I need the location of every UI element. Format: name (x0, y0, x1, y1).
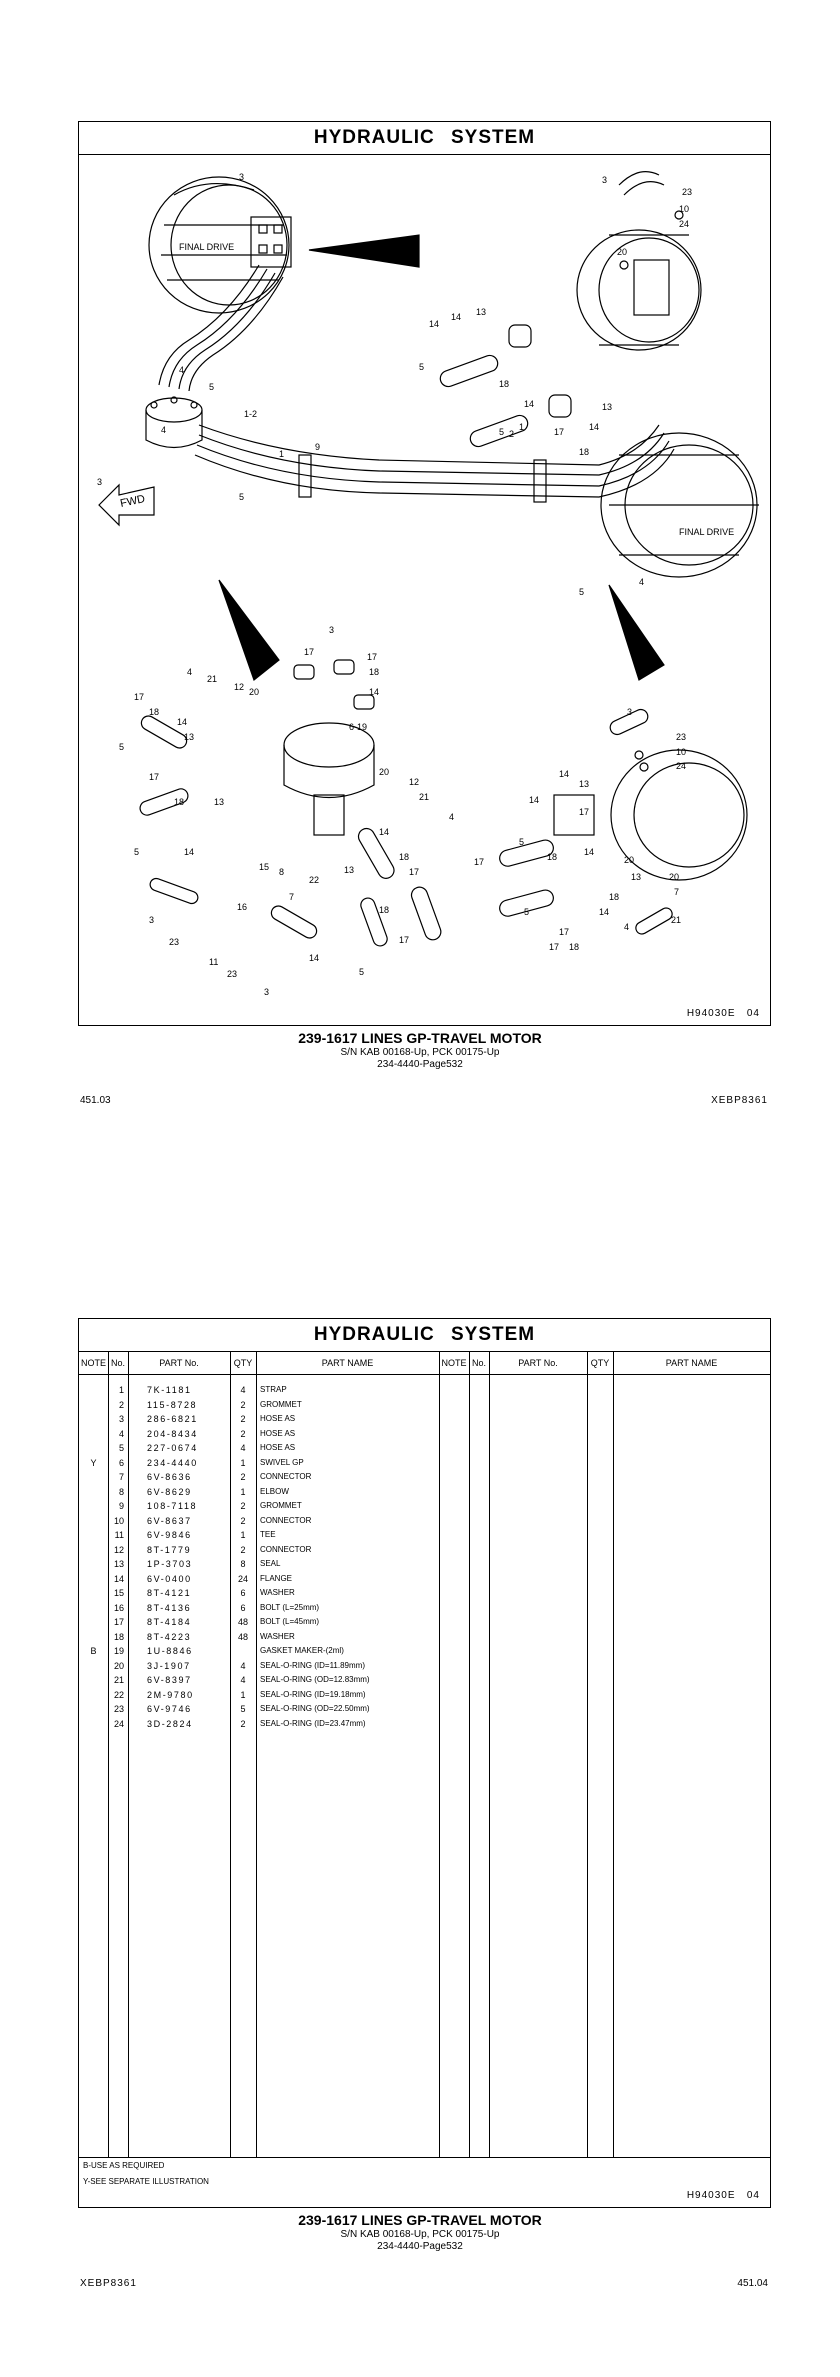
svg-text:14: 14 (309, 953, 320, 963)
part-name-cell: TEE (260, 1530, 276, 1539)
svg-text:14: 14 (369, 687, 380, 697)
part-number-cell: 8T-4121 (147, 1588, 192, 1598)
svg-text:17: 17 (367, 652, 378, 662)
part-number-cell: 8T-4136 (147, 1602, 192, 1613)
svg-text:5: 5 (209, 382, 215, 392)
part-number-cell: 8T-4184 (147, 1617, 192, 1627)
svg-text:7: 7 (289, 892, 295, 902)
svg-text:5: 5 (359, 967, 365, 977)
svg-text:17: 17 (549, 942, 560, 952)
part-name-cell: SEAL-O-RING (ID=19.18mm) (260, 1689, 366, 1699)
quantity-cell: 2 (240, 1414, 246, 1424)
item-number-cell: 4 (118, 1428, 124, 1439)
svg-text:14: 14 (529, 795, 540, 805)
item-number-cell: 10 (113, 1515, 124, 1526)
item-number-cell: 11 (114, 1530, 124, 1540)
svg-text:5: 5 (499, 427, 505, 437)
hoses-upper-right (438, 172, 683, 449)
quantity-cell: 2 (240, 1399, 246, 1410)
page1-number-right: XEBP8361 (711, 1095, 768, 1106)
part-name-cell: HOSE AS (260, 1443, 296, 1452)
part-name-cell: FLANGE (260, 1573, 293, 1583)
svg-text:6-19: 6-19 (349, 722, 368, 732)
item-number-cell: 17 (113, 1617, 124, 1627)
svg-text:14: 14 (584, 847, 595, 857)
quantity-cell: 2 (240, 1501, 246, 1511)
page1-caption (0, 1030, 840, 1071)
part-number-cell: 6V-8397 (147, 1675, 192, 1685)
part-number-cell: 6V-8629 (147, 1486, 192, 1497)
part-name-cell: GASKET MAKER-(2ml) (260, 1646, 344, 1655)
table-row (79, 1702, 439, 1717)
item-number-cell: 6 (118, 1457, 124, 1468)
svg-text:15: 15 (259, 862, 270, 872)
part-number-cell: 6V-8636 (147, 1472, 192, 1482)
table-row (79, 1398, 439, 1413)
svg-text:17: 17 (554, 427, 565, 437)
svg-text:7: 7 (674, 887, 680, 897)
svg-text:23: 23 (169, 937, 180, 947)
quantity-cell: 4 (240, 1385, 246, 1395)
svg-text:2: 2 (509, 429, 515, 439)
table-row (79, 1615, 439, 1630)
part-name-cell: SEAL-O-RING (ID=23.47mm) (260, 1718, 366, 1728)
part-name-cell: CONNECTOR (260, 1544, 312, 1554)
quantity-cell: 2 (240, 1718, 246, 1729)
part-name-cell: HOSE AS (260, 1428, 296, 1438)
page2-number-left: XEBP8361 (80, 2278, 137, 2289)
quantity-cell: 4 (240, 1675, 246, 1685)
svg-text:3: 3 (239, 172, 245, 182)
svg-text:4: 4 (624, 922, 630, 932)
item-number-cell: 8 (118, 1486, 124, 1497)
svg-text:3: 3 (627, 707, 633, 717)
svg-text:3: 3 (264, 987, 270, 997)
svg-text:1-2: 1-2 (244, 409, 258, 419)
svg-text:12: 12 (234, 682, 245, 692)
svg-text:3: 3 (602, 175, 608, 185)
svg-text:3: 3 (149, 915, 155, 925)
part-number-cell: 286-6821 (147, 1414, 198, 1424)
item-number-cell: 14 (113, 1573, 124, 1584)
svg-text:5: 5 (524, 907, 530, 917)
svg-text:21: 21 (207, 674, 218, 684)
parts-page-title: HYDRAULIC SYSTEM (79, 1319, 770, 1352)
final-drive-upper-right (577, 230, 701, 350)
svg-text:18: 18 (174, 797, 185, 807)
parts-figure-code: H94030E 04 (686, 2190, 760, 2201)
part-name-cell: SEAL-O-RING (OD=12.83mm) (260, 1675, 370, 1684)
label-fwd: FWD (119, 492, 147, 510)
quantity-cell: 4 (240, 1660, 246, 1671)
svg-text:14: 14 (524, 399, 535, 409)
table-row (79, 1557, 439, 1572)
svg-text:14: 14 (184, 847, 195, 857)
note-cell: B (90, 1646, 97, 1656)
table-row (79, 1456, 439, 1471)
svg-text:3: 3 (97, 477, 103, 487)
svg-text:20: 20 (617, 247, 628, 257)
svg-text:14: 14 (589, 422, 600, 432)
callout-numbers (97, 172, 692, 997)
svg-text:18: 18 (149, 707, 160, 717)
col-no-left: No. (108, 1351, 128, 1375)
svg-text:23: 23 (682, 187, 693, 197)
part-name-cell: SEAL-O-RING (OD=22.50mm) (260, 1704, 370, 1713)
svg-text:17: 17 (134, 692, 145, 702)
part-number-cell: 1P-3703 (147, 1559, 193, 1569)
col-note-right: NOTE (439, 1351, 469, 1375)
col-partname-right: PART NAME (613, 1351, 770, 1375)
part-name-cell: HOSE AS (260, 1414, 296, 1423)
part-number-cell: 6V-8637 (147, 1515, 192, 1526)
svg-text:18: 18 (379, 905, 390, 915)
svg-text:5: 5 (519, 837, 525, 847)
svg-text:13: 13 (344, 865, 355, 875)
svg-text:14: 14 (177, 717, 188, 727)
svg-text:18: 18 (569, 942, 580, 952)
item-number-cell: 3 (118, 1414, 124, 1424)
quantity-cell: 1 (240, 1530, 246, 1540)
part-name-cell: SWIVEL GP (260, 1457, 304, 1467)
part-number-cell: 6V-9746 (147, 1704, 192, 1714)
table-row (79, 1499, 439, 1514)
svg-text:13: 13 (214, 797, 225, 807)
part-number-cell: 234-4440 (147, 1457, 198, 1468)
part-number-cell: 227-0674 (147, 1443, 198, 1453)
item-number-cell: 20 (113, 1660, 124, 1671)
part-name-cell: CONNECTOR (260, 1515, 312, 1525)
exploded-parts-drawing (79, 155, 769, 1025)
page1-number-left: 451.03 (80, 1095, 111, 1106)
page2-number-right: 451.04 (737, 2278, 768, 2289)
quantity-cell: 2 (240, 1428, 246, 1439)
part-number-cell: 6V-0400 (147, 1573, 192, 1584)
svg-text:8: 8 (279, 867, 285, 877)
svg-text:16: 16 (237, 902, 248, 912)
svg-text:9: 9 (315, 442, 321, 452)
svg-text:13: 13 (476, 307, 487, 317)
table-row (79, 1659, 439, 1674)
item-number-cell: 18 (113, 1631, 124, 1642)
quantity-cell: 1 (240, 1457, 246, 1468)
svg-text:17: 17 (399, 935, 410, 945)
part-number-cell: 3D-2824 (147, 1718, 193, 1729)
part-number-cell: 7K-1181 (147, 1385, 192, 1395)
part-name-cell: GROMMET (260, 1501, 302, 1510)
col-partname-left: PART NAME (256, 1351, 439, 1375)
svg-text:1: 1 (279, 449, 285, 459)
quantity-cell: 6 (240, 1588, 246, 1598)
svg-text:18: 18 (547, 852, 558, 862)
caption-page-ref: 234-4440-Page532 (377, 1058, 463, 1070)
item-number-cell: 2 (118, 1399, 124, 1410)
table-row (79, 1601, 439, 1616)
table-row (79, 1586, 439, 1601)
table-row (79, 1427, 439, 1442)
quantity-cell: 24 (237, 1573, 248, 1584)
quantity-cell: 6 (240, 1602, 246, 1613)
item-number-cell: 12 (113, 1544, 124, 1555)
item-number-cell: 24 (113, 1718, 124, 1729)
table-row (79, 1543, 439, 1558)
table-row (79, 1572, 439, 1587)
final-drive-lower-right (601, 433, 759, 577)
svg-text:18: 18 (399, 852, 410, 862)
col-partno-right: PART No. (489, 1351, 587, 1375)
svg-text:14: 14 (451, 312, 462, 322)
svg-text:18: 18 (579, 447, 590, 457)
svg-text:13: 13 (184, 732, 195, 742)
svg-text:21: 21 (671, 915, 682, 925)
svg-text:17: 17 (149, 772, 160, 782)
svg-text:17: 17 (409, 867, 420, 877)
item-number-cell: 19 (113, 1646, 124, 1656)
item-number-cell: 22 (113, 1689, 124, 1700)
part-number-cell: 8T-1779 (147, 1544, 192, 1555)
exploded-motor-lower-right (498, 707, 747, 936)
svg-text:20: 20 (249, 687, 260, 697)
table-row (79, 1528, 439, 1543)
part-name-cell: GROMMET (260, 1399, 302, 1409)
caption2-page-ref: 234-4440-Page532 (377, 2240, 463, 2252)
figure-code: H94030E 04 (686, 1008, 760, 1019)
page2-caption (0, 2212, 840, 2253)
table-row (79, 1673, 439, 1688)
quantity-cell: 4 (240, 1443, 246, 1453)
quantity-cell: 48 (237, 1617, 248, 1627)
table-row (79, 1441, 439, 1456)
svg-text:17: 17 (579, 807, 590, 817)
page-title: HYDRAULIC SYSTEM (79, 122, 770, 155)
footnote-b: B-USE AS REQUIRED (83, 2161, 165, 2170)
part-name-cell: STRAP (260, 1385, 287, 1394)
part-name-cell: ELBOW (260, 1486, 289, 1496)
item-number-cell: 13 (113, 1559, 124, 1569)
table-row (79, 1688, 439, 1703)
svg-text:22: 22 (309, 875, 320, 885)
item-number-cell: 1 (118, 1385, 124, 1395)
svg-text:17: 17 (474, 857, 485, 867)
caption-serial: S/N KAB 00168-Up, PCK 00175-Up (340, 1046, 500, 1058)
svg-text:1: 1 (519, 422, 525, 432)
item-number-cell: 7 (118, 1472, 124, 1482)
svg-text:24: 24 (676, 761, 687, 771)
item-number-cell: 21 (113, 1675, 124, 1685)
caption-title: 239-1617 LINES GP-TRAVEL MOTOR (298, 1030, 542, 1046)
part-number-cell: 2M-9780 (147, 1689, 194, 1700)
quantity-cell: 48 (237, 1631, 248, 1642)
part-number-cell: 1U-8846 (147, 1646, 193, 1656)
hose-bundle-upper (159, 265, 283, 391)
svg-text:4: 4 (187, 667, 193, 677)
quantity-cell: 2 (240, 1472, 246, 1482)
svg-text:12: 12 (409, 777, 420, 787)
quantity-cell: 2 (240, 1544, 246, 1555)
note-cell: Y (90, 1457, 97, 1468)
svg-text:5: 5 (419, 362, 425, 372)
item-number-cell: 16 (113, 1602, 124, 1613)
table-row (79, 1470, 439, 1485)
item-number-cell: 5 (118, 1443, 124, 1453)
svg-text:23: 23 (227, 969, 238, 979)
part-number-cell: 115-8728 (147, 1399, 198, 1410)
illustration-frame (78, 121, 771, 1026)
svg-text:14: 14 (559, 769, 570, 779)
col-no-right: No. (469, 1351, 489, 1375)
col-qty-left: QTY (230, 1351, 256, 1375)
svg-text:5: 5 (239, 492, 245, 502)
svg-text:5: 5 (119, 742, 125, 752)
quantity-cell: 1 (240, 1689, 246, 1700)
svg-text:3: 3 (329, 625, 335, 635)
label-final-drive-upper: FINAL DRIVE (179, 242, 235, 252)
table-row (79, 1383, 439, 1398)
part-name-cell: SEAL (260, 1559, 281, 1568)
svg-text:18: 18 (609, 892, 620, 902)
part-name-cell: WASHER (260, 1588, 295, 1597)
part-name-cell: BOLT (L=45mm) (260, 1617, 320, 1626)
quantity-cell: 5 (240, 1704, 246, 1714)
quantity-cell: 2 (240, 1515, 246, 1526)
swivel-group (146, 397, 202, 448)
part-number-cell: 6V-9846 (147, 1530, 192, 1540)
svg-text:20: 20 (624, 855, 635, 865)
part-name-cell: SEAL-O-RING (ID=11.89mm) (260, 1660, 365, 1670)
svg-text:20: 20 (669, 872, 680, 882)
svg-text:4: 4 (179, 365, 185, 375)
svg-text:4: 4 (639, 577, 645, 587)
svg-text:4: 4 (449, 812, 455, 822)
part-number-cell: 204-8434 (147, 1428, 198, 1439)
svg-text:13: 13 (602, 402, 613, 412)
table-row (79, 1644, 439, 1659)
caption2-serial: S/N KAB 00168-Up, PCK 00175-Up (340, 2228, 500, 2240)
caption2-title: 239-1617 LINES GP-TRAVEL MOTOR (298, 2212, 542, 2228)
svg-text:23: 23 (676, 732, 687, 742)
quantity-cell: 8 (240, 1559, 246, 1569)
col-note-left: NOTE (79, 1351, 108, 1375)
col-partno-left: PART No. (128, 1351, 230, 1375)
svg-text:5: 5 (134, 847, 140, 857)
footnote-y: Y-SEE SEPARATE ILLUSTRATION (83, 2177, 209, 2186)
part-name-cell: WASHER (260, 1631, 295, 1641)
svg-text:13: 13 (579, 779, 590, 789)
quantity-cell: 1 (240, 1486, 246, 1497)
svg-text:5: 5 (579, 587, 585, 597)
svg-text:10: 10 (676, 747, 687, 757)
svg-text:17: 17 (304, 647, 315, 657)
svg-text:10: 10 (679, 204, 690, 214)
part-number-cell: 8T-4223 (147, 1631, 192, 1642)
svg-text:11: 11 (209, 957, 219, 967)
svg-text:18: 18 (499, 379, 510, 389)
item-number-cell: 23 (113, 1704, 124, 1714)
item-number-cell: 15 (113, 1588, 124, 1598)
part-name-cell: BOLT (L=25mm) (260, 1602, 320, 1612)
svg-text:4: 4 (161, 425, 167, 435)
svg-text:14: 14 (379, 827, 390, 837)
svg-text:14: 14 (599, 907, 610, 917)
table-row (79, 1717, 439, 1732)
parts-list-frame (78, 1318, 771, 2208)
svg-text:20: 20 (379, 767, 390, 777)
part-number-cell: 108-7118 (147, 1501, 198, 1511)
svg-text:14: 14 (429, 319, 440, 329)
part-name-cell: CONNECTOR (260, 1472, 312, 1481)
svg-text:13: 13 (631, 872, 642, 882)
label-final-drive-lower: FINAL DRIVE (679, 527, 735, 537)
item-number-cell: 9 (118, 1501, 124, 1511)
svg-text:17: 17 (559, 927, 570, 937)
table-row (79, 1630, 439, 1645)
table-row (79, 1514, 439, 1529)
svg-text:24: 24 (679, 219, 690, 229)
col-qty-right: QTY (587, 1351, 613, 1375)
part-number-cell: 3J-1907 (147, 1660, 191, 1671)
table-row (79, 1485, 439, 1500)
svg-text:21: 21 (419, 792, 430, 802)
table-row (79, 1412, 439, 1427)
svg-text:18: 18 (369, 667, 380, 677)
